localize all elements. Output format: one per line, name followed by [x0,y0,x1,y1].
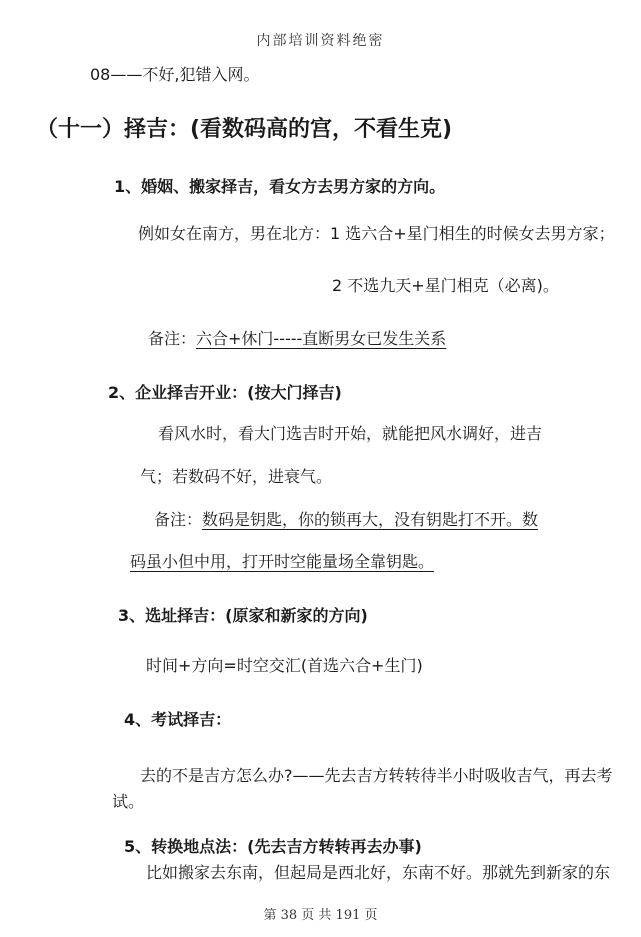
s5-heading: 5、转换地点法：(先去吉方转转再去办事) [124,837,422,856]
s2-para-1a: 看风水时，看大门选吉时开始，就能把风水调好，进吉 [158,424,543,443]
s2-note-label: 备注： [154,510,203,529]
s5-para-1: 比如搬家去东南，但起局是西北好，东南不好。那就先到新家的东 [146,863,611,882]
s4-para-1b: 试。 [112,792,145,811]
s2-note [154,507,538,530]
s2-para-1b: 气；若数码不好，进衰气。 [140,467,333,486]
s2-note-text2: 码虽小但中用，打开时空能量场全靠钥匙。 [130,552,435,571]
s1-note-label: 备注： [148,329,197,348]
line-08: 08——不好,犯错入网。 [90,65,260,84]
s4-heading: 4、考试择吉： [124,710,232,729]
s1-example2: 2 不选九天+星门相克（必离)。 [332,276,559,295]
s2-note-text1: 数码是钥匙，你的锁再大，没有钥匙打不开。数 [202,510,539,529]
s1-heading: 1、婚姻、搬家择吉，看女方去男方家的方向。 [114,177,446,196]
s1-note-text: 六合+休门-----直断男女已发生关系 [196,329,447,348]
s1-example: 例如女在南方，男在北方：1 选六合+星门相生的时候女去男方家； [138,224,615,243]
s1-note [148,326,446,349]
s2-heading: 2、企业择吉开业：(按大门择吉) [108,383,342,402]
page-header: 内部培训资料绝密 [256,33,385,49]
s3-text: 时间+方向=时空交汇(首选六合+生门) [146,656,423,675]
page-footer: 第 38 页 共 191 页 [263,908,378,923]
section-title: （十一）择吉：(看数码高的宫，不看生克) [36,117,453,142]
s3-heading: 3、选址择吉：(原家和新家的方向) [118,606,368,625]
s4-para-1a: 去的不是吉方怎么办?——先去吉方转转待半小时吸收吉气，再去考 [140,766,613,785]
